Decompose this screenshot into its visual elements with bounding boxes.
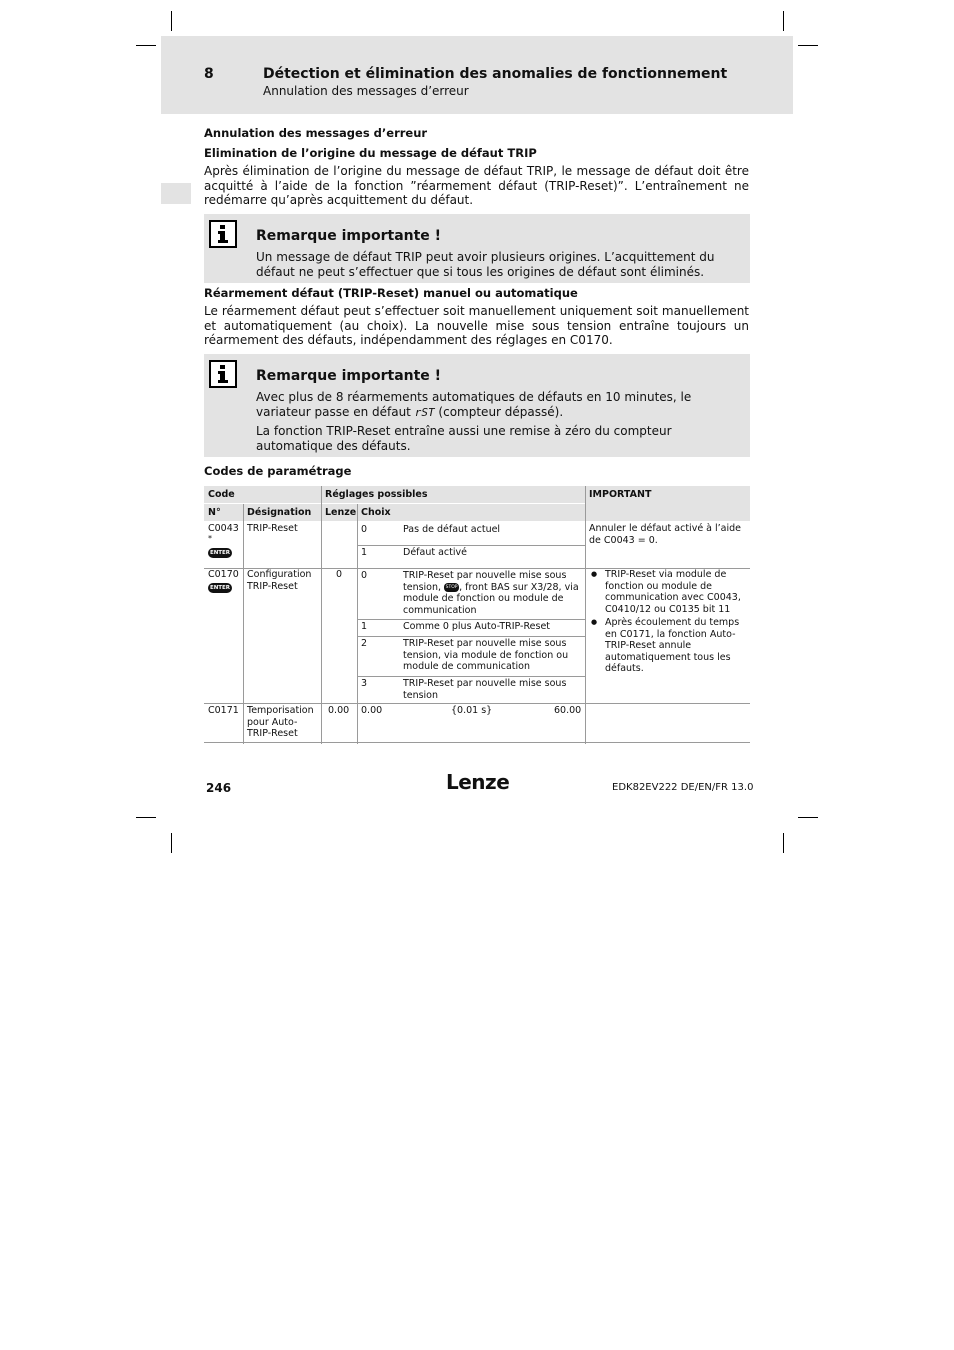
crop-mark xyxy=(136,817,156,818)
grid-line xyxy=(358,545,585,546)
header-lenze: Lenze xyxy=(325,507,357,518)
crop-mark xyxy=(136,45,156,46)
document-reference: EDK82EV222 DE/EN/FR 13.0 xyxy=(612,782,754,793)
grid-line xyxy=(585,486,586,744)
note-text-counter xyxy=(256,390,741,420)
header-cell-settings xyxy=(322,486,585,503)
note-text-part: Avec plus de 8 réarmements automatiques de défauts en 10 minutes, le variateur passe en défaut xyxy=(256,390,692,419)
range-min: 0.00 xyxy=(361,705,383,716)
header-cell-designation xyxy=(244,504,321,521)
important-note xyxy=(204,214,750,283)
important-c0043: Annuler le défaut activé à l’aide de C0043 = 0. xyxy=(589,523,742,546)
header-important: IMPORTANT xyxy=(589,489,652,500)
designation-c0043: TRIP-Reset xyxy=(247,523,298,534)
crop-mark xyxy=(171,833,172,853)
subsection-heading-trip-reset: Réarmement défaut (TRIP-Reset) manuel ou automatique xyxy=(204,286,578,300)
grid-line xyxy=(204,703,750,704)
crop-mark xyxy=(171,11,172,31)
choice-text: Comme 0 plus Auto-TRIP-Reset xyxy=(403,621,551,632)
header-no: N° xyxy=(208,507,221,518)
stop-key-icon: STOP xyxy=(445,584,458,590)
note-text: Un message de défaut TRIP peut avoir plusieurs origines. L’acquittement du défaut ne peut s’effectuer que si tous les origines de défaut sont éliminés. xyxy=(256,250,715,279)
note-text-part: (compteur dépassé). xyxy=(438,404,564,419)
choice-text-part: , front BAS sur X3/28, via module de fonction ou module de communication xyxy=(403,581,579,616)
lenze-default-c0170: 0 xyxy=(336,569,343,580)
choice-text: TRIP-Reset par nouvelle mise sous tension, via module de fonction ou module de communication xyxy=(403,638,569,672)
note-text-reset: La fonction TRIP-Reset entraîne aussi une remise à zéro du compteur automatique des défauts. xyxy=(256,424,672,453)
grid-line xyxy=(204,742,750,743)
header-settings: Réglages possibles xyxy=(325,489,428,500)
info-icon xyxy=(209,220,237,248)
subsection-heading-trip-origin: Elimination de l’origine du message de défaut TRIP xyxy=(204,146,537,160)
designation-c0171: Temporisation pour Auto-TRIP-Reset xyxy=(247,705,314,739)
important-bullet: ● Après écoulement du temps en C0171, la fonction Auto-TRIP-Reset annule automatiquement tous les défauts. xyxy=(589,617,747,675)
choice-value: 0 xyxy=(361,570,368,581)
header-designation: Désignation xyxy=(247,507,312,518)
choice-text: TRIP-Reset par nouvelle mise sous tension xyxy=(403,678,567,701)
crop-mark xyxy=(798,45,818,46)
grid-line xyxy=(358,676,585,677)
important-c0170 xyxy=(589,569,747,675)
choice-value: 1 xyxy=(361,547,368,558)
choice-value: 2 xyxy=(361,638,368,649)
info-icon xyxy=(209,360,237,388)
important-bullet: ● TRIP-Reset via module de fonction ou module de communication avec C0043, C0410/12 ou C0135 bit 11 xyxy=(589,569,747,615)
page-number: 246 xyxy=(206,781,232,795)
header-cell-choice xyxy=(358,504,585,521)
crop-mark xyxy=(783,11,784,31)
codes-heading: Codes de paramétrage xyxy=(204,464,352,478)
paragraph-trip-reset: Le réarmement défaut peut s’effectuer soit manuellement uniquement soit manuellement et automatiquement (au choix). La nouvelle mise sous tension entraîne toujours un réarmement des défauts, indépendamment des réglages en C0170. xyxy=(204,304,749,347)
display-code-rst: rST xyxy=(414,405,435,419)
range-max: 60.00 xyxy=(554,705,582,716)
crop-mark xyxy=(783,833,784,853)
parameter-table xyxy=(204,486,750,744)
paragraph-trip-origin: Après élimination de l’origine du message de défaut TRIP, le message de défaut doit être acquitté à l’aide de la fonction ”réarmement défaut (TRIP-Reset)”. L’entraînement ne redémarre qu’après acquittement du défaut. xyxy=(204,164,749,207)
code-c0171: C0171 xyxy=(208,705,239,716)
enter-key-icon: ENTER xyxy=(209,550,231,556)
choice-text-part: TRIP-Reset par nouvelle mise sous tension, xyxy=(403,570,567,593)
choice-value: 1 xyxy=(361,621,368,632)
note-title: Remarque importante ! xyxy=(256,228,442,244)
choice-text: Pas de défaut actuel xyxy=(403,524,501,535)
grid-line xyxy=(357,504,358,744)
code-c0043: C0043 xyxy=(208,523,239,534)
header-code: Code xyxy=(208,489,235,500)
header-choice: Choix xyxy=(361,507,391,518)
choice-value: 3 xyxy=(361,678,368,689)
chapter-number: 8 xyxy=(204,66,214,82)
side-tab-marker xyxy=(161,183,191,204)
header-cell-important xyxy=(586,486,750,521)
lenze-default-c0171: 0.00 xyxy=(328,705,350,716)
grid-line xyxy=(321,486,322,744)
code-c0170: C0170 xyxy=(208,569,239,580)
asterisk-marker: * xyxy=(208,534,212,543)
enter-key-icon: ENTER xyxy=(209,585,231,591)
grid-line xyxy=(243,504,244,744)
grid-line xyxy=(358,619,585,620)
lenze-logo: Lenze xyxy=(446,770,510,794)
chapter-title: Détection et élimination des anomalies de fonctionnement xyxy=(263,66,728,82)
designation-c0170: Configuration TRIP-Reset xyxy=(247,569,312,592)
grid-line xyxy=(358,636,585,637)
section-heading: Annulation des messages d’erreur xyxy=(204,126,428,140)
header-cell-no xyxy=(204,504,243,521)
choice-text xyxy=(403,570,581,616)
choice-value: 0 xyxy=(361,524,368,535)
note-title: Remarque importante ! xyxy=(256,368,442,384)
crop-mark xyxy=(798,817,818,818)
section-subtitle: Annulation des messages d’erreur xyxy=(263,84,469,98)
important-note xyxy=(204,354,750,457)
choice-text: Défaut activé xyxy=(403,547,467,558)
range-step: {0.01 s} xyxy=(451,705,493,716)
header-cell-code xyxy=(204,486,321,503)
header-cell-lenze xyxy=(322,504,357,521)
